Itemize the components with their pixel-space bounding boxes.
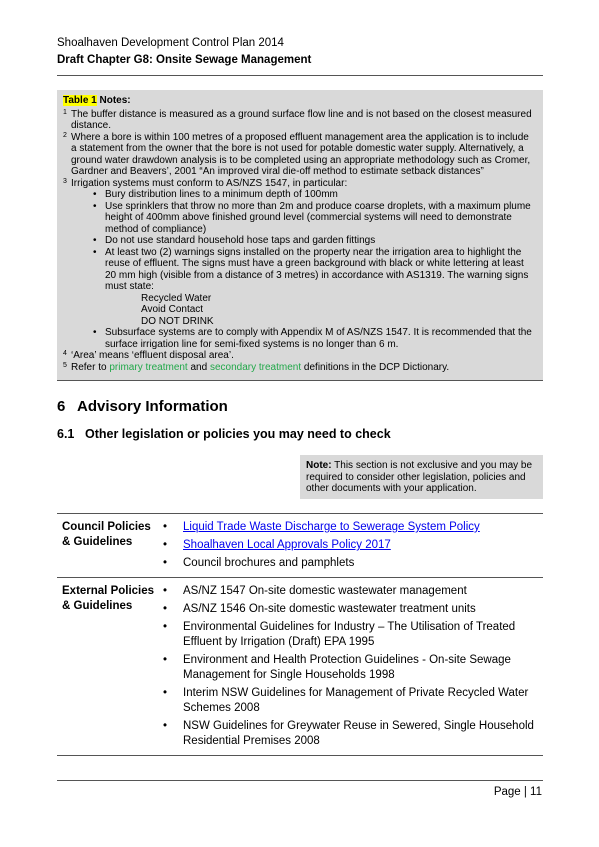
notes-title-highlight: Table 1 (63, 95, 97, 106)
list-item: • Subsurface systems are to comply with Appendix M of AS/NZS 1547. It is recommended that the surface irrigation line for semi-fixed systems is no longer than 6 m. (93, 327, 537, 350)
primary-treatment-term[interactable]: primary treatment (109, 361, 188, 373)
list-item: • Interim NSW Guidelines for Management of Private Recycled Water Schemes 2008 (157, 686, 543, 716)
section-title: Advisory Information (77, 398, 228, 415)
warning-line: Avoid Contact (141, 304, 204, 315)
warning-line: DO NOT DRINK (141, 315, 214, 327)
notes-title (63, 95, 537, 107)
header-divider (57, 75, 543, 76)
list-item: • AS/NZ 1546 On-site domestic wastewater treatment units (157, 602, 543, 617)
list-item: • Do not use standard household hose taps and garden fittings (93, 235, 537, 247)
footnote-1-mark: 1 (63, 108, 67, 116)
page-header (57, 37, 543, 66)
footnote-1 (63, 109, 537, 132)
list-item: • Environment and Health Protection Guidelines - On-site Sewage Management for Single Households 1998 (157, 653, 543, 683)
document-title: Shoalhaven Development Control Plan 2014 (57, 37, 284, 49)
table-notes-box (57, 90, 543, 381)
notes-title-rest: Notes: (96, 95, 131, 106)
secondary-treatment-term[interactable]: secondary treatment (209, 361, 302, 373)
list-item (157, 520, 543, 535)
footnote-5-mid: and (187, 361, 210, 373)
row-label-line: & Guidelines (62, 600, 133, 612)
local-approvals-policy-link[interactable]: Shoalhaven Local Approvals Policy 2017 (183, 539, 391, 551)
irrigation-requirements-list (93, 189, 537, 350)
section-6-1-heading (57, 427, 391, 441)
footnote-2-text: Where a bore is within 100 metres of a proposed effluent management area the application is to include a statement from the owner that the bore is not used for potable domestic water supply. Alternatively, a ground water drawdown analysis is to be completed using an appropriate methodology such as Cromer, Gardner and Beavers’, 2001 “An improved viral die-off method to estimate setback distances” (71, 131, 531, 177)
footer-divider (57, 780, 543, 781)
council-policies-label (57, 518, 157, 574)
footnote-3 (63, 178, 537, 190)
list-item: • Use sprinklers that throw no more than 2m and produce coarse droplets, with a maximum plume height of 400mm above finished ground level (commercial systems will need to demonstrate method of compliance) (93, 201, 537, 236)
footnote-4 (63, 350, 537, 362)
liquid-trade-waste-policy-link[interactable]: Liquid Trade Waste Discharge to Sewerage System Policy (183, 521, 480, 533)
council-policies-list (157, 518, 543, 574)
warning-sign-requirement: At least two (2) warnings signs installed on the property near the irrigation area to highlight the reuse of effluent. The signs must have a green background with black or white lettering at least 20 mm high (visible from a distance of 3 metres) in accordance with AS1319. The warning signs must state: (105, 246, 529, 292)
warning-sign-text (141, 293, 537, 328)
subsection-title: Other legislation or policies you may need to check (85, 427, 391, 441)
table-row (57, 514, 543, 578)
table-row (57, 578, 543, 756)
footnote-5 (63, 362, 537, 374)
note-label: Note: (306, 460, 332, 471)
row-label-line: & Guidelines (62, 536, 133, 548)
row-label-line: External Policies (62, 585, 155, 597)
footnote-3-text: Irrigation systems must conform to AS/NZS 1547, in particular: (71, 177, 348, 189)
row-label-line: Council Policies (62, 521, 151, 533)
list-item: • AS/NZ 1547 On-site domestic wastewater management (157, 584, 543, 599)
note-text: This section is not exclusive and you may be required to consider other legislation, policies and other documents with your application. (306, 460, 533, 494)
page-number: Page | 11 (493, 786, 542, 798)
footnote-1-text: The buffer distance is measured as a ground surface flow line and is not based on the closest measured distance. (71, 108, 532, 131)
footnote-5-mark: 5 (63, 361, 67, 369)
subsection-number: 6.1 (57, 427, 75, 441)
policy-table (57, 513, 543, 756)
list-item: • Environmental Guidelines for Industry – The Utilisation of Treated Effluent by Irrigation (Draft) EPA 1995 (157, 620, 543, 650)
footnote-2 (63, 132, 537, 178)
list-item: • Council brochures and pamphlets (157, 556, 543, 571)
list-item (157, 538, 543, 553)
footnote-3-mark: 3 (63, 177, 67, 185)
section-6-heading (57, 398, 228, 415)
advisory-note-box (300, 455, 543, 499)
footnote-2-mark: 2 (63, 131, 67, 139)
warning-line: Recycled Water (141, 292, 212, 304)
section-number: 6 (57, 398, 66, 415)
footnote-5-post: definitions in the DCP Dictionary. (301, 361, 450, 373)
footnote-4-mark: 4 (63, 350, 67, 357)
external-policies-label (57, 582, 157, 752)
chapter-title: Draft Chapter G8: Onsite Sewage Management (57, 54, 312, 66)
footnote-4-text: ‘Area’ means ‘effluent disposal area’. (71, 350, 234, 361)
external-policies-list (157, 582, 543, 752)
list-item: • NSW Guidelines for Greywater Reuse in Sewered, Single Household Residential Premises 2008 (157, 719, 543, 749)
list-item (93, 247, 537, 328)
footnote-5-pre: Refer to (71, 361, 110, 373)
list-item: • Bury distribution lines to a minimum depth of 100mm (93, 189, 537, 201)
